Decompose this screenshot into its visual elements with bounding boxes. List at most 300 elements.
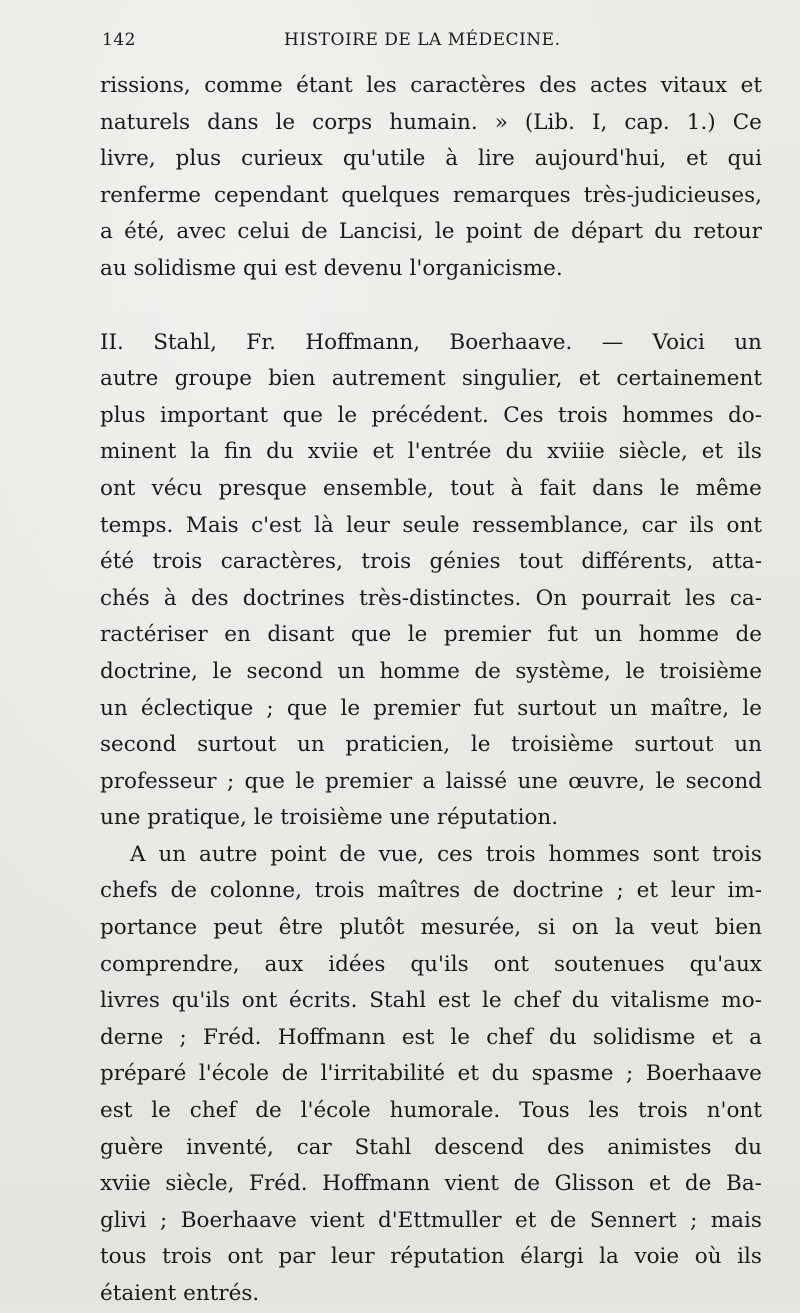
word: vitaux [660, 73, 728, 98]
word: plutôt [339, 915, 405, 941]
text-line [100, 361, 762, 398]
word: chefs [100, 878, 158, 904]
word: glivi [100, 1207, 147, 1233]
word: qui [727, 146, 762, 172]
word: fait [539, 475, 576, 501]
word: et [515, 1207, 537, 1233]
word: les [366, 73, 397, 98]
word: premier [443, 622, 531, 648]
text-line [100, 617, 762, 654]
word: doctrine [512, 878, 604, 904]
word: temps. [100, 512, 174, 538]
text-line [100, 764, 762, 801]
word: humorale. [389, 1098, 501, 1124]
word: doctrines [242, 585, 345, 611]
word: par [278, 1244, 316, 1270]
word: une [100, 805, 141, 831]
word: un [734, 329, 762, 355]
text-line [100, 837, 762, 874]
word: ; [690, 1207, 698, 1233]
word: laissé [445, 768, 508, 794]
word: de [549, 1207, 577, 1233]
word: et [578, 366, 601, 392]
word: atta- [711, 549, 762, 575]
word: bien [714, 915, 762, 941]
text-line [100, 68, 762, 105]
word: élargi [520, 1244, 584, 1270]
word: trois [712, 841, 762, 867]
word: troisième [511, 732, 614, 758]
word: derne [100, 1024, 164, 1050]
word: œuvre, [568, 768, 646, 794]
word: et [648, 1171, 671, 1197]
word: livre, [100, 146, 156, 172]
text-line [100, 947, 762, 984]
word: si [537, 915, 556, 941]
word: I, [591, 109, 608, 135]
word: est [401, 1024, 435, 1050]
word: aujourd'hui, [534, 146, 667, 172]
word: fin [223, 439, 253, 465]
word: vient [310, 1207, 365, 1233]
word: seule [402, 512, 460, 538]
word: mesurée, [420, 915, 522, 941]
word: maîtres [377, 878, 461, 904]
text-line [100, 178, 762, 215]
text-line [100, 325, 762, 362]
word: ; [160, 1207, 168, 1233]
word: les [685, 585, 716, 611]
word: descend [434, 1134, 525, 1160]
word: un [734, 732, 762, 758]
word: — [601, 329, 624, 355]
word: Voici [652, 329, 705, 355]
body-text [100, 68, 762, 1313]
word: un [594, 622, 623, 648]
text-line [100, 581, 762, 618]
word: un [297, 732, 325, 758]
word: point [465, 219, 522, 245]
word: à [445, 146, 459, 172]
word: et [711, 1024, 733, 1050]
word: » [494, 109, 508, 135]
word: que [350, 622, 392, 648]
word: très-distinctes. [359, 585, 522, 611]
word: le [275, 109, 296, 135]
word: point [270, 841, 327, 867]
word: le [742, 695, 762, 721]
word: le [655, 768, 676, 794]
word: ils [737, 439, 762, 465]
text-line [100, 105, 762, 142]
word: Ba- [726, 1171, 762, 1197]
word: de [473, 878, 500, 904]
word: maître, [650, 695, 730, 721]
word: préparé [100, 1061, 187, 1087]
word: voie [634, 1244, 680, 1270]
word: ca- [729, 585, 762, 611]
word: troisième [280, 805, 383, 831]
word: l'organicisme. [409, 255, 563, 281]
word: premier [373, 695, 461, 721]
word: sont [652, 841, 700, 867]
word: du [571, 988, 600, 1014]
word: homme [638, 622, 719, 648]
word: II. [100, 329, 124, 355]
word: le [470, 732, 491, 758]
word: leur [330, 1244, 375, 1270]
word: la [190, 439, 210, 465]
word: pourrait [581, 585, 671, 611]
paragraph-gap [100, 288, 762, 325]
word: bien [268, 366, 316, 392]
word: guère [100, 1134, 164, 1160]
text-line [100, 544, 762, 581]
word: le [659, 475, 680, 501]
word: portance [100, 915, 198, 941]
word: A [130, 841, 146, 867]
word: un [337, 658, 366, 684]
word: du [549, 1024, 577, 1050]
word: leur [670, 878, 715, 904]
word: mo- [721, 988, 762, 1014]
word: chef [189, 1098, 237, 1124]
word: et [686, 146, 708, 172]
word: le [407, 622, 428, 648]
word: départ [570, 219, 643, 245]
word: Hoffmann [322, 1171, 431, 1197]
word: où [694, 1244, 722, 1270]
word: a [100, 219, 113, 245]
word: les [588, 1098, 620, 1124]
word: chef [486, 1024, 533, 1050]
word: du [734, 1134, 762, 1160]
word: été [100, 549, 135, 575]
running-title: HISTOIRE DE LA MÉDECINE. [284, 30, 561, 50]
word: et [372, 439, 394, 465]
word: le [434, 219, 455, 245]
word: car [296, 1134, 332, 1160]
word: Boerhaave [645, 1061, 762, 1087]
word: Tous [519, 1098, 570, 1124]
word: Stahl [369, 988, 427, 1014]
paragraph [100, 68, 762, 288]
word: à [163, 585, 177, 611]
word: entrés. [183, 1281, 260, 1306]
word: ont [241, 988, 278, 1014]
word: livres [100, 988, 160, 1014]
word: hommes [548, 841, 640, 867]
text-line [100, 983, 762, 1020]
word: retour [693, 219, 762, 245]
text-line [100, 434, 762, 471]
word: solidisme [133, 255, 237, 281]
word: tout [450, 475, 495, 501]
word: avec [176, 219, 227, 245]
word: Stahl, [153, 329, 217, 355]
word: do- [727, 402, 762, 428]
word: devenu [323, 255, 403, 281]
word: leur [346, 512, 390, 538]
word: un [609, 695, 638, 721]
word: solidisme [592, 1024, 696, 1050]
word: curieux [241, 146, 323, 172]
word: cap. [624, 109, 670, 135]
word: qu'aux [689, 951, 762, 977]
word: du [266, 439, 294, 465]
text-line [100, 398, 762, 435]
word: aux [264, 951, 304, 977]
word: Hoffmann, [305, 329, 421, 355]
word: chés [100, 585, 150, 611]
word: actes [590, 73, 648, 98]
word: Glisson [554, 1171, 635, 1197]
text-line [100, 508, 762, 545]
word: comme [204, 73, 283, 98]
word: c'est [251, 512, 302, 538]
word: de [735, 622, 762, 648]
word: cependant [213, 182, 329, 208]
word: Hoffmann [277, 1024, 386, 1050]
word: Sennert [589, 1207, 677, 1233]
word: être [278, 915, 324, 941]
word: la [599, 1244, 619, 1270]
word: trois [638, 1098, 688, 1124]
word: de [474, 658, 501, 684]
word: ont [726, 512, 762, 538]
word: minent [100, 439, 177, 465]
text-line [100, 727, 762, 764]
word: plus [100, 402, 146, 428]
word: xviie [100, 1171, 151, 1197]
word: très-judicieuses, [583, 182, 762, 208]
word: ont [227, 1244, 263, 1270]
word: inventé, [186, 1134, 274, 1160]
word: (Lib. [524, 109, 575, 135]
word: autre [199, 841, 258, 867]
word: vitalisme [611, 988, 710, 1014]
word: Fréd. [249, 1171, 308, 1197]
word: le [340, 695, 361, 721]
word: pratique, [147, 805, 247, 831]
word: des [190, 585, 229, 611]
word: groupe [174, 366, 252, 392]
word: Fréd. [203, 1024, 262, 1050]
word: xviie [307, 439, 359, 465]
word: de [684, 1171, 712, 1197]
text-line [100, 1130, 762, 1167]
word: en [224, 622, 251, 648]
word: caractères [410, 73, 526, 98]
text-line [100, 873, 762, 910]
word: trois [485, 841, 536, 867]
word: premier [325, 768, 413, 794]
word: ils [689, 512, 715, 538]
text-line [100, 1056, 762, 1093]
word: au [100, 255, 127, 281]
word: ; [266, 695, 274, 721]
word: naturels [100, 109, 191, 135]
word: second [100, 732, 177, 758]
word: de [533, 219, 560, 245]
word: homme [379, 658, 460, 684]
word: vécu [151, 475, 203, 501]
word: la [614, 915, 635, 941]
word: hommes [622, 402, 714, 428]
word: trois [314, 878, 365, 904]
word: presque [218, 475, 307, 501]
word: système, [515, 658, 611, 684]
word: siècle, [618, 439, 688, 465]
word: ; [226, 768, 235, 794]
word: second [685, 768, 762, 794]
word: et [457, 1061, 479, 1087]
word: que [286, 695, 328, 721]
word: le [253, 805, 274, 831]
paragraph [100, 837, 762, 1313]
word: Boerhaave. [449, 329, 573, 355]
word: 1.) [686, 109, 716, 135]
word: étant [296, 73, 353, 98]
word: disant [267, 622, 335, 648]
word: n'ont [706, 1098, 762, 1124]
word: ont [493, 951, 530, 977]
word: comprendre, [100, 951, 240, 977]
page-number: 142 [102, 30, 136, 50]
word: qu'utile [342, 146, 426, 172]
word: de [513, 1171, 540, 1197]
word: ; [179, 1024, 187, 1050]
word: professeur [100, 768, 217, 794]
word: certainement [616, 366, 762, 392]
word: corps [312, 109, 373, 135]
word: été, [124, 219, 166, 245]
word: le [450, 1024, 471, 1050]
word: étaient [100, 1281, 177, 1306]
word: xviiie [547, 439, 605, 465]
word: humain. [389, 109, 478, 135]
word: troisième [659, 658, 762, 684]
text-line [100, 1166, 762, 1203]
word: l'école [198, 1061, 270, 1087]
text-line [100, 910, 762, 947]
word: soutenues [554, 951, 665, 977]
word: le [337, 402, 358, 428]
word: remarques [452, 182, 571, 208]
paragraph [100, 325, 762, 837]
word: dans [207, 109, 259, 135]
word: animistes [607, 1134, 712, 1160]
word: mais [710, 1207, 762, 1233]
word: d'Ettmuller [377, 1207, 502, 1233]
word: vue, [378, 841, 425, 867]
text-line [100, 471, 762, 508]
text-line [100, 214, 762, 251]
word: que [282, 402, 323, 428]
word: qu'ils [171, 988, 231, 1014]
word: le [212, 658, 233, 684]
word: praticien, [345, 732, 451, 758]
word: idées [328, 951, 386, 977]
word: a [749, 1024, 762, 1050]
word: le [625, 658, 645, 684]
word: même [695, 475, 762, 501]
word: surtout [517, 695, 597, 721]
text-line [100, 1093, 762, 1130]
text-line [100, 1276, 762, 1313]
word: quelques [341, 182, 440, 208]
word: du [505, 439, 534, 465]
word: car [641, 512, 677, 538]
word: trois [152, 549, 203, 575]
word: im- [727, 878, 762, 904]
word: du [491, 1061, 520, 1087]
word: l'école [300, 1098, 371, 1124]
word: caractères, [220, 549, 343, 575]
word: ; [625, 1061, 634, 1087]
word: et [636, 878, 658, 904]
word: ils [737, 1244, 762, 1270]
word: éclectique [140, 695, 254, 721]
text-line [100, 1020, 762, 1057]
word: trois [361, 549, 412, 575]
word: écrits. [288, 988, 358, 1014]
word: qu'ils [410, 951, 469, 977]
word: siècle, [165, 1171, 235, 1197]
word: des [539, 73, 577, 98]
word: lire [478, 146, 515, 172]
word: une [389, 805, 430, 831]
word: ; [616, 878, 624, 904]
word: de [170, 878, 197, 904]
word: l'irritabilité [320, 1061, 445, 1087]
word: trois [557, 402, 608, 428]
word: un [100, 695, 128, 721]
word: du [654, 219, 682, 245]
word: autre [100, 366, 159, 392]
word: précédent. [371, 402, 489, 428]
text-line [100, 800, 762, 837]
word: surtout [197, 732, 277, 758]
word: doctrine, [100, 658, 198, 684]
word: de [281, 1061, 309, 1087]
text-line [100, 654, 762, 691]
word: ont [100, 475, 136, 501]
word: ces [437, 841, 473, 867]
word: et [740, 73, 762, 98]
word: autrement [331, 366, 446, 392]
word: Ces [503, 402, 544, 428]
word: qui [242, 255, 278, 281]
word: chef [513, 988, 560, 1014]
word: Boerhaave [180, 1207, 297, 1233]
text-line [100, 251, 762, 288]
word: veut [651, 915, 699, 941]
word: des [546, 1134, 585, 1160]
word: et [701, 439, 724, 465]
word: est [100, 1098, 133, 1124]
word: Stahl [354, 1134, 412, 1160]
word: peut [213, 915, 263, 941]
word: fut [547, 622, 578, 648]
word: de [255, 1098, 282, 1124]
word: On [535, 585, 568, 611]
word: Mais [185, 512, 239, 538]
word: tout [518, 549, 563, 575]
word: plus [175, 146, 222, 172]
word: est [284, 255, 317, 281]
word: là [313, 512, 334, 538]
